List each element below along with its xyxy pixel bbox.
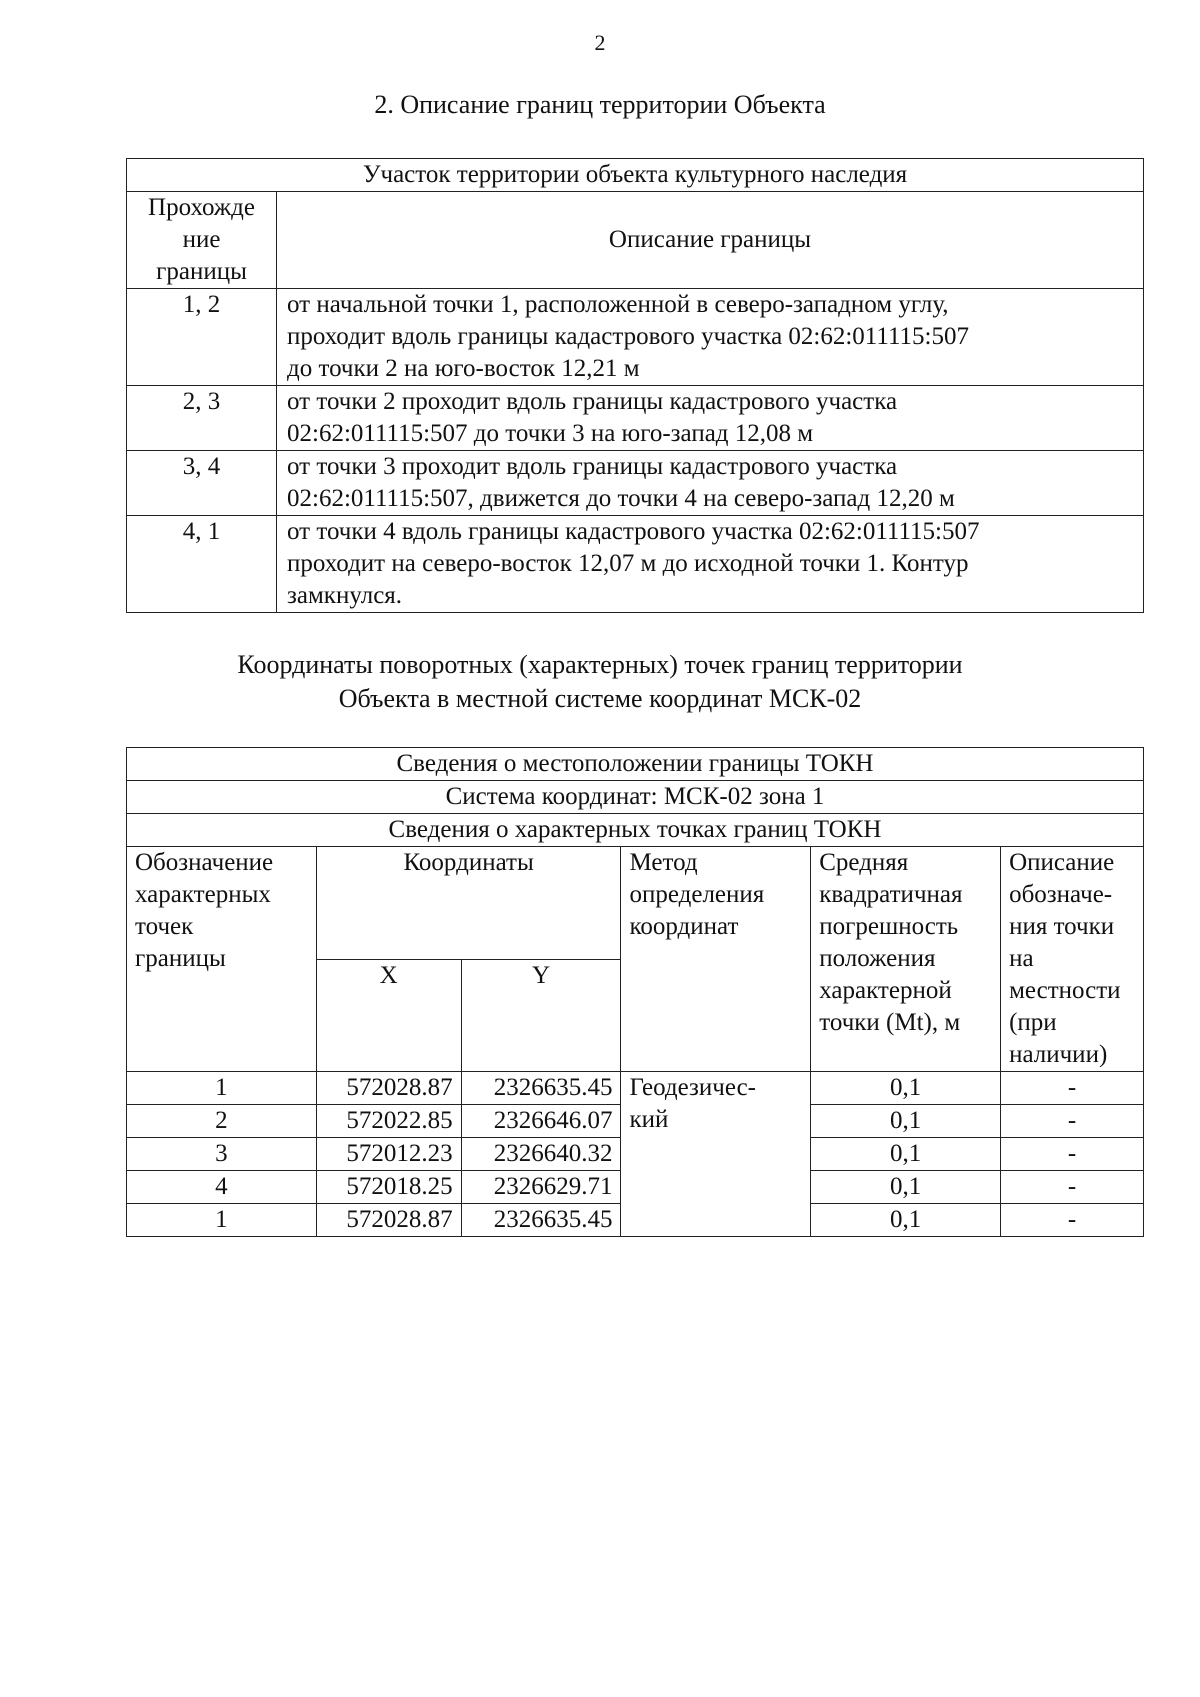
description-line: 02:62:011115:507 до точки 3 на юго-запад 12,08 м (287, 420, 814, 447)
header-line: определения (629, 881, 765, 908)
description-line: до точки 2 на юго-восток 12,21 м (287, 355, 640, 382)
coordinates-column-header: Координаты (316, 847, 621, 960)
method-column-header (621, 847, 811, 1072)
point-cell: 3 (127, 1138, 317, 1171)
y-column-header: Y (461, 959, 621, 1072)
method-line: Геодезичес- (629, 1074, 756, 1101)
method-cell (621, 1072, 811, 1237)
points-info-header: Сведения о характерных точках границ ТОКН (127, 814, 1144, 847)
description-cell: - (1001, 1105, 1144, 1138)
table-row (127, 516, 1144, 613)
description-cell (277, 386, 1144, 451)
error-cell: 0,1 (811, 1072, 1001, 1105)
point-cell: 1 (127, 1204, 317, 1237)
error-cell: 0,1 (811, 1171, 1001, 1204)
coordinates-title (0, 648, 1200, 716)
header-line: границы (135, 945, 226, 972)
description-cell (277, 289, 1144, 386)
point-column-header (127, 847, 317, 1072)
header-line: Метод (629, 849, 698, 876)
header-line: характерной (819, 977, 952, 1004)
x-cell: 572022.85 (316, 1105, 461, 1138)
description-line: 02:62:011115:507, движется до точки 4 на северо-запад 12,20 м (287, 485, 955, 512)
header-line: Средняя (819, 849, 909, 876)
table-row (127, 451, 1144, 516)
error-column-header (811, 847, 1001, 1072)
description-cell: - (1001, 1072, 1144, 1105)
table2-column-header-row (127, 847, 1144, 960)
description-line: от точки 3 проходит вдоль границы кадастрового участка (287, 453, 898, 480)
y-cell: 2326646.07 (461, 1105, 621, 1138)
coordinates-title-line: Объекта в местной системе координат МСК-02 (338, 684, 862, 713)
error-cell: 0,1 (811, 1105, 1001, 1138)
header-line: местности (1009, 977, 1121, 1004)
table-row (127, 1072, 1144, 1105)
description-line: от точки 2 проходит вдоль границы кадастрового участка (287, 388, 898, 415)
error-cell: 0,1 (811, 1138, 1001, 1171)
boundary-description-table (126, 158, 1144, 613)
segment-cell: 1, 2 (127, 289, 277, 386)
header-line: ния точки (1009, 913, 1115, 940)
segment-header-line: Прохожде (148, 194, 255, 221)
table2-header-row (127, 781, 1144, 814)
description-line: замкнулся. (287, 582, 403, 609)
section-title: 2. Описание границ территории Объекта (374, 90, 826, 119)
table1-caption-row (127, 159, 1144, 192)
y-cell: 2326635.45 (461, 1204, 621, 1237)
segment-cell: 4, 1 (127, 516, 277, 613)
description-header: Описание границы (277, 192, 1144, 289)
location-info-header: Сведения о местоположении границы ТОКН (127, 748, 1144, 781)
header-line: обозначе- (1009, 881, 1113, 908)
coordinates-table (126, 747, 1144, 1237)
table2-header-row (127, 814, 1144, 847)
x-column-header: X (316, 959, 461, 1072)
description-cell: - (1001, 1171, 1144, 1204)
page-number: 2 (594, 30, 606, 55)
x-cell: 572012.23 (316, 1138, 461, 1171)
header-line: погрешность (819, 913, 959, 940)
description-cell: - (1001, 1138, 1144, 1171)
segment-header-line: границы (156, 258, 247, 285)
header-line: на (1009, 945, 1034, 972)
header-line: точек (135, 913, 194, 940)
header-line: координат (629, 913, 739, 940)
description-cell (277, 516, 1144, 613)
header-line: (при (1009, 1009, 1057, 1036)
point-cell: 4 (127, 1171, 317, 1204)
header-line: положения (819, 945, 936, 972)
error-cell: 0,1 (811, 1204, 1001, 1237)
x-cell: 572018.25 (316, 1171, 461, 1204)
y-cell: 2326640.32 (461, 1138, 621, 1171)
header-line: точки (Mt), м (819, 1009, 961, 1036)
segment-header-line: ние (182, 226, 221, 253)
y-cell: 2326629.71 (461, 1171, 621, 1204)
table1-header-row (127, 192, 1144, 289)
method-line: кий (629, 1106, 669, 1133)
header-line: Обозначение (135, 849, 274, 876)
header-line: характерных (135, 881, 271, 908)
segment-cell: 2, 3 (127, 386, 277, 451)
header-line: наличии) (1009, 1041, 1108, 1068)
description-line: от начальной точки 1, расположенной в северо-западном углу, (287, 291, 949, 318)
table-row (127, 386, 1144, 451)
x-cell: 572028.87 (316, 1072, 461, 1105)
table1-caption: Участок территории объекта культурного наследия (127, 159, 1144, 192)
segment-header (127, 192, 277, 289)
description-line: проходит вдоль границы кадастрового участка 02:62:011115:507 (287, 323, 969, 350)
description-cell (277, 451, 1144, 516)
x-cell: 572028.87 (316, 1204, 461, 1237)
description-cell: - (1001, 1204, 1144, 1237)
y-cell: 2326635.45 (461, 1072, 621, 1105)
table-row (127, 289, 1144, 386)
header-line: Описание (1009, 849, 1115, 876)
point-cell: 2 (127, 1105, 317, 1138)
header-line: квадратичная (819, 881, 963, 908)
point-cell: 1 (127, 1072, 317, 1105)
segment-cell: 3, 4 (127, 451, 277, 516)
description-line: от точки 4 вдоль границы кадастрового участка 02:62:011115:507 (287, 518, 980, 545)
coordinates-title-line: Координаты поворотных (характерных) точек границ территории (237, 650, 963, 679)
description-column-header (1001, 847, 1144, 1072)
coordinate-system-header: Система координат: МСК-02 зона 1 (127, 781, 1144, 814)
description-line: проходит на северо-восток 12,07 м до исходной точки 1. Контур (287, 550, 969, 577)
table2-header-row (127, 748, 1144, 781)
